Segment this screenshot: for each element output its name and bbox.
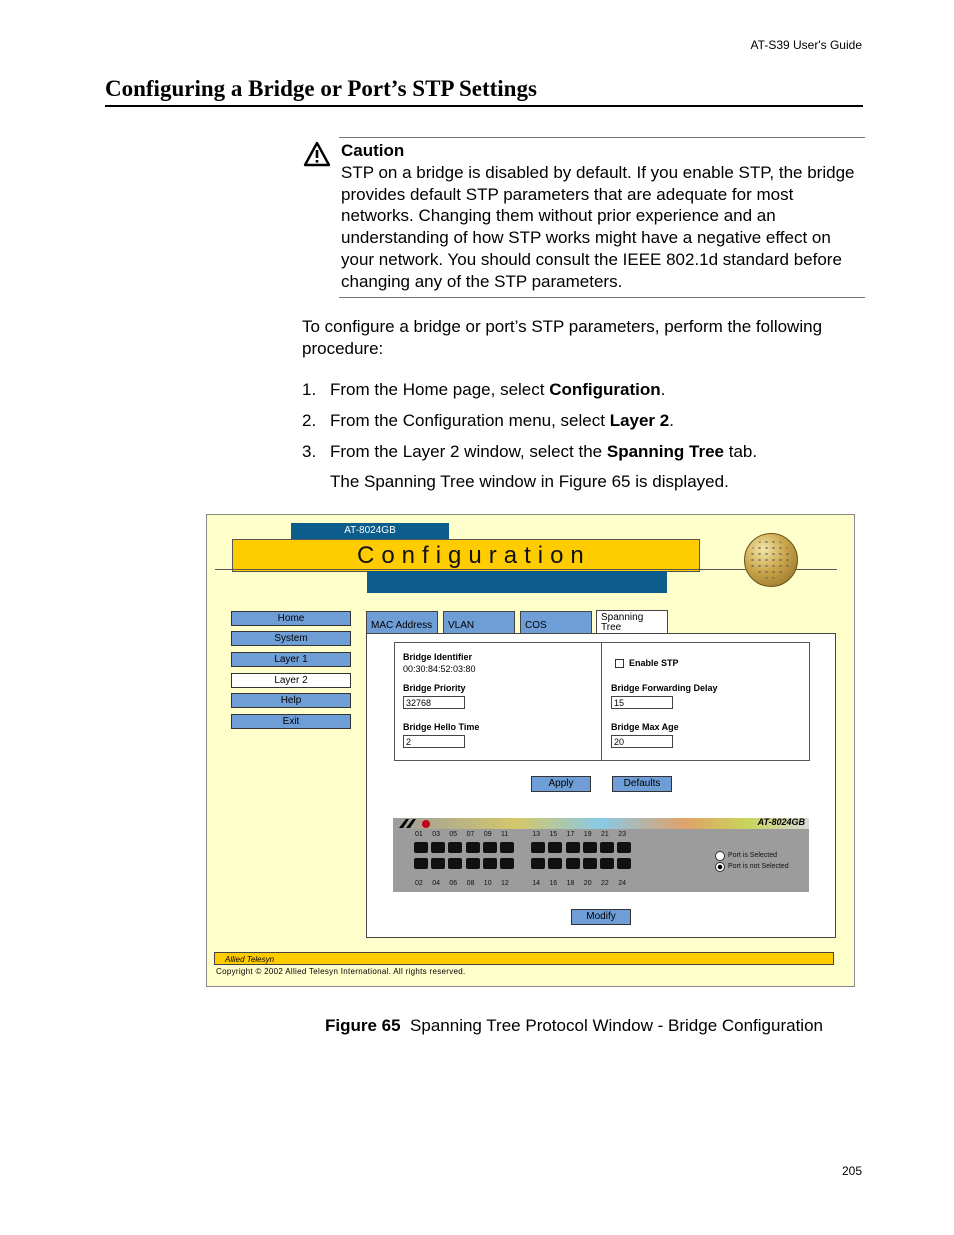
- form-divider: [601, 643, 602, 760]
- port-number-bottom: 16: [549, 880, 558, 887]
- device-title-tab: AT-8024GB: [291, 523, 449, 539]
- bridge-identifier-value: 00:30:84:52:03:80: [403, 664, 476, 674]
- port-number-top: 01: [415, 831, 423, 838]
- globe-pattern: [749, 539, 791, 579]
- footer-brand: Allied Telesyn: [225, 955, 275, 964]
- port-13[interactable]: [531, 842, 545, 853]
- spanning-tree-panel: [366, 633, 836, 938]
- nav-exit-button[interactable]: Exit: [231, 714, 351, 729]
- nav-home-button[interactable]: Home: [231, 611, 351, 626]
- forwarding-delay-label: Bridge Forwarding Delay: [611, 683, 718, 693]
- port-06[interactable]: [448, 858, 462, 869]
- defaults-button[interactable]: Defaults: [612, 776, 672, 792]
- banner-rule: [215, 569, 837, 570]
- copyright-text: Copyright © 2002 Allied Telesyn International. All rights reserved.: [216, 967, 466, 976]
- page-number: 205: [841, 1164, 862, 1178]
- bridge-identifier-label: Bridge Identifier: [403, 652, 473, 662]
- port-number-bottom: 12: [501, 880, 509, 887]
- intro-paragraph: To configure a bridge or port’s STP parameters, perform the following procedure:: [302, 317, 823, 358]
- port-05[interactable]: [448, 842, 462, 853]
- port-19[interactable]: [583, 842, 597, 853]
- max-age-input[interactable]: 20: [611, 735, 673, 748]
- tab-spanning-tree[interactable]: Spanning Tree: [596, 610, 668, 634]
- port-22[interactable]: [600, 858, 614, 869]
- port-number-bottom: 04: [432, 880, 440, 887]
- apply-button[interactable]: Apply: [531, 776, 591, 792]
- bridge-hello-time-label: Bridge Hello Time: [403, 722, 480, 732]
- port-number-top: 03: [432, 831, 440, 838]
- banner-bar: [367, 571, 667, 593]
- port-number-top: 09: [483, 831, 492, 838]
- port-number-bottom: 22: [601, 880, 609, 887]
- port-number-top: 19: [583, 831, 592, 838]
- port-number-top: 05: [449, 831, 458, 838]
- port-03[interactable]: [431, 842, 445, 853]
- port-number-bottom: 24: [618, 880, 626, 887]
- enable-stp-checkbox[interactable]: [615, 659, 624, 668]
- allied-telesyn-logo-icon: [397, 818, 433, 829]
- port-09[interactable]: [483, 842, 497, 853]
- port-08[interactable]: [466, 858, 480, 869]
- port-number-top: 11: [501, 831, 509, 838]
- caution-text: STP on a bridge is disabled by default. If you enable STP, the bridge provides default STP parameters that are adequate for most networks. Changing them without prior experience and an understanding of how STP works might have a negative effect on your network. You should consult the IEEE 802.1d standard before changing any of the STP parameters.: [341, 162, 855, 291]
- caution-title: Caution: [341, 141, 405, 160]
- port-14[interactable]: [531, 858, 545, 869]
- port-07[interactable]: [466, 842, 480, 853]
- step-2: 2. From the Configuration menu, select Layer 2.: [302, 411, 674, 430]
- figure-caption: Figure 65 Spanning Tree Protocol Window - Bridge Configuration: [325, 1016, 823, 1035]
- port-number-bottom: 14: [532, 880, 540, 887]
- port-02[interactable]: [414, 858, 428, 869]
- port-21[interactable]: [600, 842, 614, 853]
- port-11[interactable]: [500, 842, 514, 853]
- nav-layer1-button[interactable]: Layer 1: [231, 652, 351, 667]
- spanning-tree-screenshot: [206, 514, 855, 987]
- section-title: Configuring a Bridge or Port’s STP Settings: [105, 76, 863, 107]
- switch-model-label: AT-8024GB: [757, 817, 805, 827]
- bridge-hello-time-input[interactable]: 2: [403, 735, 465, 748]
- forwarding-delay-input[interactable]: 15: [611, 696, 673, 709]
- configuration-banner: Configuration: [232, 539, 700, 572]
- port-24[interactable]: [617, 858, 631, 869]
- port-23[interactable]: [617, 842, 631, 853]
- port-18[interactable]: [566, 858, 580, 869]
- bridge-priority-input[interactable]: 32768: [403, 696, 465, 709]
- port-not-selected-radio[interactable]: [715, 862, 725, 872]
- step-1: 1. From the Home page, select Configuration.: [302, 380, 666, 399]
- tab-vlan[interactable]: VLAN: [443, 611, 515, 633]
- port-not-selected-legend: Port is not Selected: [728, 863, 789, 870]
- tab-cos[interactable]: COS: [520, 611, 592, 633]
- running-header: AT-S39 User's Guide: [750, 38, 862, 52]
- port-selected-legend: Port is Selected: [728, 852, 778, 859]
- port-20[interactable]: [583, 858, 597, 869]
- footer-brand-bar: [214, 952, 834, 965]
- modify-button[interactable]: Modify: [571, 909, 631, 925]
- port-15[interactable]: [548, 842, 562, 853]
- port-number-top: 23: [618, 831, 626, 838]
- port-number-top: 15: [549, 831, 558, 838]
- port-number-top: 17: [566, 831, 575, 838]
- nav-help-button[interactable]: Help: [231, 693, 351, 708]
- switch-top-strip: [393, 818, 809, 829]
- warning-icon: [303, 141, 331, 167]
- nav-system-button[interactable]: System: [231, 631, 351, 646]
- port-selected-radio[interactable]: [715, 851, 725, 861]
- port-12[interactable]: [500, 858, 514, 869]
- port-01[interactable]: [414, 842, 428, 853]
- port-16[interactable]: [548, 858, 562, 869]
- port-number-top: 13: [532, 831, 540, 838]
- max-age-label: Bridge Max Age: [611, 722, 679, 732]
- port-04[interactable]: [431, 858, 445, 869]
- bridge-settings-form: [394, 642, 810, 761]
- step-3: 3. From the Layer 2 window, select the Spanning Tree tab.: [302, 442, 758, 461]
- port-number-bottom: 18: [566, 880, 575, 887]
- port-number-bottom: 10: [483, 880, 492, 887]
- tab-mac-address[interactable]: MAC Address: [366, 611, 438, 633]
- port-number-bottom: 08: [466, 880, 475, 887]
- bridge-priority-label: Bridge Priority: [403, 683, 466, 693]
- port-number-bottom: 06: [449, 880, 458, 887]
- caution-box: [339, 137, 865, 298]
- port-number-bottom: 20: [583, 880, 592, 887]
- enable-stp-label: Enable STP: [629, 658, 679, 668]
- port-number-top: 21: [601, 831, 609, 838]
- port-17[interactable]: [566, 842, 580, 853]
- followup-text: The Spanning Tree window in Figure 65 is displayed.: [330, 472, 729, 491]
- switch-front-panel: [393, 818, 809, 892]
- port-number-bottom: 02: [415, 880, 423, 887]
- port-number-top: 07: [466, 831, 475, 838]
- nav-layer2-button[interactable]: Layer 2: [231, 673, 351, 688]
- port-10[interactable]: [483, 858, 497, 869]
